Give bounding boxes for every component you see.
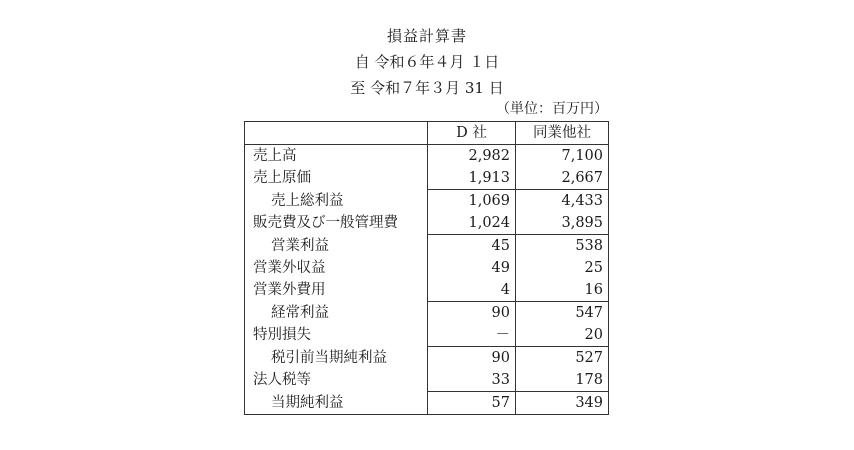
table-row <box>245 302 609 325</box>
header-company-d: D 社 <box>428 122 516 145</box>
peer-value: 527 <box>516 347 609 370</box>
income-statement-table <box>244 121 609 415</box>
peer-value: 25 <box>516 257 609 279</box>
statement-title: 損益計算書 <box>386 27 467 45</box>
peer-value: 7,100 <box>516 145 609 168</box>
table-row <box>245 392 609 415</box>
d-value: － <box>428 324 516 347</box>
peer-value: 4,433 <box>516 190 609 213</box>
row-label: 営業外収益 <box>245 257 428 279</box>
d-value: 90 <box>428 302 516 325</box>
d-value: 57 <box>428 392 516 415</box>
table-row <box>245 279 609 302</box>
peer-value: 20 <box>516 324 609 347</box>
row-label: 税引前当期純利益 <box>245 347 428 370</box>
d-value: 2,982 <box>428 145 516 168</box>
d-value: 1,024 <box>428 212 516 235</box>
d-value: 33 <box>428 369 516 392</box>
table-row <box>245 257 609 279</box>
peer-value: 3,895 <box>516 212 609 235</box>
peer-value: 16 <box>516 279 609 302</box>
header-item <box>245 122 428 145</box>
peer-value: 547 <box>516 302 609 325</box>
period-end: 至 令和７年３月 31 日 <box>350 79 504 97</box>
peer-value: 538 <box>516 235 609 258</box>
d-value: 4 <box>428 279 516 302</box>
table-row <box>245 212 609 235</box>
row-label: 販売費及び一般管理費 <box>245 212 428 235</box>
row-label: 法人税等 <box>245 369 428 392</box>
row-label: 売上高 <box>245 145 428 168</box>
header-peer: 同業他社 <box>516 122 609 145</box>
table-header-row <box>245 122 609 145</box>
d-value: 1,069 <box>428 190 516 213</box>
table-row <box>245 145 609 168</box>
row-label: 経常利益 <box>245 302 428 325</box>
row-label: 特別損失 <box>245 324 428 347</box>
period-start: 自 令和６年４月 １日 <box>354 53 500 71</box>
table-row <box>245 324 609 347</box>
row-label: 売上総利益 <box>245 190 428 213</box>
unit-note: （単位：百万円） <box>496 101 608 117</box>
row-label: 当期純利益 <box>245 392 428 415</box>
table-row <box>245 369 609 392</box>
table-row <box>245 190 609 213</box>
table-row <box>245 347 609 370</box>
row-label: 営業外費用 <box>245 279 428 302</box>
d-value: 49 <box>428 257 516 279</box>
peer-value: 349 <box>516 392 609 415</box>
row-label: 営業利益 <box>245 235 428 258</box>
peer-value: 178 <box>516 369 609 392</box>
table-row <box>245 167 609 190</box>
peer-value: 2,667 <box>516 167 609 190</box>
row-label: 売上原価 <box>245 167 428 190</box>
d-value: 90 <box>428 347 516 370</box>
d-value: 1,913 <box>428 167 516 190</box>
table-row <box>245 235 609 258</box>
d-value: 45 <box>428 235 516 258</box>
